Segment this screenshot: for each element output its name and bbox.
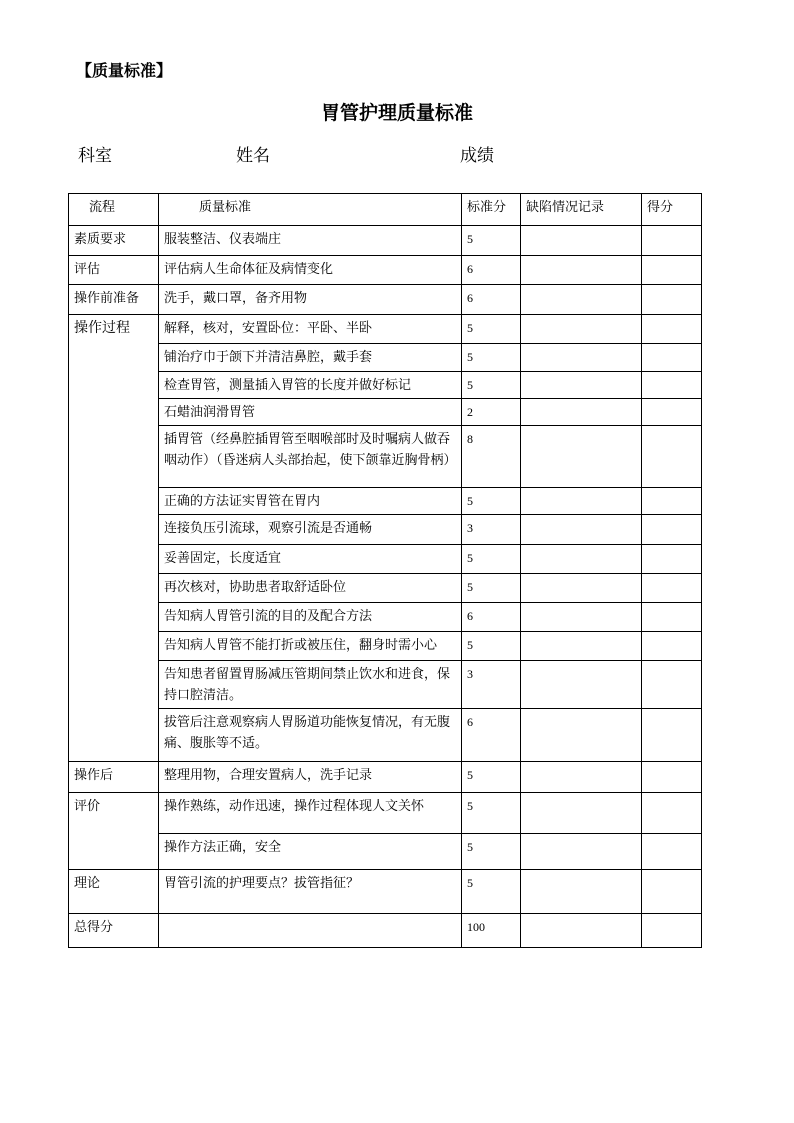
got-cell[interactable] [642, 372, 702, 399]
table-row [69, 603, 702, 632]
points-cell: 5 [462, 574, 521, 603]
got-cell[interactable] [642, 399, 702, 426]
standard-cell: 拔管后注意观察病人胃肠道功能恢复情况，有无腹痛、腹胀等不适。 [159, 709, 462, 762]
defects-cell[interactable] [521, 709, 642, 762]
standard-cell: 操作方法正确，安全 [159, 834, 462, 870]
defects-cell[interactable] [521, 344, 642, 372]
points-cell: 3 [462, 515, 521, 545]
points-cell: 5 [462, 372, 521, 399]
points-cell: 5 [462, 488, 521, 515]
got-cell[interactable] [642, 632, 702, 661]
table-row [69, 256, 702, 285]
total-row [69, 914, 702, 948]
got-cell[interactable] [642, 426, 702, 488]
points-cell: 5 [462, 762, 521, 793]
section-label: 【质量标准】 [76, 61, 173, 80]
standard-cell [159, 914, 462, 948]
standard-cell: 妥善固定，长度适宜 [159, 545, 462, 574]
defects-cell[interactable] [521, 545, 642, 574]
defects-cell[interactable] [521, 793, 642, 834]
quality-standard-table [68, 193, 702, 948]
defects-cell[interactable] [521, 315, 642, 344]
points-cell: 6 [462, 285, 521, 315]
standard-cell: 告知患者留置胃肠减压管期间禁止饮水和进食，保持口腔清洁。 [159, 661, 462, 709]
header-flow: 流程 [69, 194, 159, 226]
got-cell[interactable] [642, 488, 702, 515]
stage-cell: 理论 [69, 870, 159, 914]
defects-cell[interactable] [521, 603, 642, 632]
department-label: 科室 [78, 146, 112, 166]
defects-cell[interactable] [521, 834, 642, 870]
got-cell[interactable] [642, 256, 702, 285]
got-cell[interactable] [642, 285, 702, 315]
standard-cell: 插胃管（经鼻腔插胃管至咽喉部时及时嘱病人做吞咽动作）（昏迷病人头部抬起，使下颌靠近胸骨柄） [159, 426, 462, 488]
points-cell: 6 [462, 603, 521, 632]
points-cell: 5 [462, 870, 521, 914]
points-cell: 6 [462, 709, 521, 762]
stage-cell: 操作过程 [69, 315, 159, 762]
standard-cell: 洗手，戴口罩，备齐用物 [159, 285, 462, 315]
got-cell[interactable] [642, 914, 702, 948]
table-row [69, 661, 702, 709]
points-cell: 5 [462, 344, 521, 372]
table-row [69, 344, 702, 372]
table-row [69, 793, 702, 834]
table-row [69, 399, 702, 426]
defects-cell[interactable] [521, 661, 642, 709]
stage-cell: 评价 [69, 793, 159, 870]
table-row [69, 285, 702, 315]
defects-cell[interactable] [521, 256, 642, 285]
got-cell[interactable] [642, 834, 702, 870]
score-label: 成绩 [460, 146, 494, 166]
header-defects: 缺陷情况记录 [521, 194, 642, 226]
standard-cell: 服装整洁、仪表端庄 [159, 226, 462, 256]
defects-cell[interactable] [521, 226, 642, 256]
table-row [69, 372, 702, 399]
points-cell: 2 [462, 399, 521, 426]
standard-cell: 再次核对，协助患者取舒适卧位 [159, 574, 462, 603]
got-cell[interactable] [642, 545, 702, 574]
defects-cell[interactable] [521, 515, 642, 545]
table-header-row [69, 194, 702, 226]
defects-cell[interactable] [521, 488, 642, 515]
table-row [69, 545, 702, 574]
table-row [69, 226, 702, 256]
got-cell[interactable] [642, 344, 702, 372]
standard-cell: 告知病人胃管引流的目的及配合方法 [159, 603, 462, 632]
standard-cell: 整理用物，合理安置病人，洗手记录 [159, 762, 462, 793]
points-cell: 5 [462, 226, 521, 256]
stage-cell: 素质要求 [69, 226, 159, 256]
defects-cell[interactable] [521, 632, 642, 661]
table-row [69, 315, 702, 344]
standard-cell: 胃管引流的护理要点？拔管指征？ [159, 870, 462, 914]
standard-cell: 告知病人胃管不能打折或被压住，翻身时需小心 [159, 632, 462, 661]
defects-cell[interactable] [521, 426, 642, 488]
stage-cell: 评估 [69, 256, 159, 285]
got-cell[interactable] [642, 661, 702, 709]
defects-cell[interactable] [521, 870, 642, 914]
standard-cell: 检查胃管，测量插入胃管的长度并做好标记 [159, 372, 462, 399]
table-row [69, 488, 702, 515]
points-cell: 5 [462, 632, 521, 661]
stage-cell: 操作前准备 [69, 285, 159, 315]
points-cell: 5 [462, 545, 521, 574]
standard-cell: 石蜡油润滑胃管 [159, 399, 462, 426]
standard-cell: 操作熟练，动作迅速，操作过程体现人文关怀 [159, 793, 462, 834]
points-cell: 3 [462, 661, 521, 709]
standard-cell: 铺治疗巾于颌下并清洁鼻腔，戴手套 [159, 344, 462, 372]
stage-cell: 操作后 [69, 762, 159, 793]
table-row [69, 870, 702, 914]
points-cell: 5 [462, 315, 521, 344]
header-points: 标准分 [462, 194, 521, 226]
points-cell: 5 [462, 834, 521, 870]
points-cell: 5 [462, 793, 521, 834]
standard-cell: 解释，核对，安置卧位：平卧、半卧 [159, 315, 462, 344]
got-cell[interactable] [642, 709, 702, 762]
table-row [69, 515, 702, 545]
standard-cell: 评估病人生命体征及病情变化 [159, 256, 462, 285]
stage-cell: 总得分 [69, 914, 159, 948]
header-got: 得分 [642, 194, 702, 226]
points-cell: 8 [462, 426, 521, 488]
total-points-cell: 100 [462, 914, 521, 948]
table-row [69, 834, 702, 870]
header-standard: 质量标准 [159, 194, 462, 226]
got-cell[interactable] [642, 603, 702, 632]
defects-cell[interactable] [521, 914, 642, 948]
table-row [69, 426, 702, 488]
points-cell: 6 [462, 256, 521, 285]
got-cell[interactable] [642, 515, 702, 545]
defects-cell[interactable] [521, 574, 642, 603]
table-row [69, 632, 702, 661]
got-cell[interactable] [642, 574, 702, 603]
table-row [69, 762, 702, 793]
got-cell[interactable] [642, 793, 702, 834]
table-row [69, 574, 702, 603]
table-row [69, 709, 702, 762]
defects-cell[interactable] [521, 762, 642, 793]
got-cell[interactable] [642, 870, 702, 914]
defects-cell[interactable] [521, 372, 642, 399]
standard-cell: 连接负压引流球，观察引流是否通畅 [159, 515, 462, 545]
name-label: 姓名 [236, 146, 270, 166]
defects-cell[interactable] [521, 399, 642, 426]
got-cell[interactable] [642, 762, 702, 793]
defects-cell[interactable] [521, 285, 642, 315]
standard-cell: 正确的方法证实胃管在胃内 [159, 488, 462, 515]
document-title: 胃管护理质量标准 [320, 102, 473, 124]
got-cell[interactable] [642, 226, 702, 256]
got-cell[interactable] [642, 315, 702, 344]
